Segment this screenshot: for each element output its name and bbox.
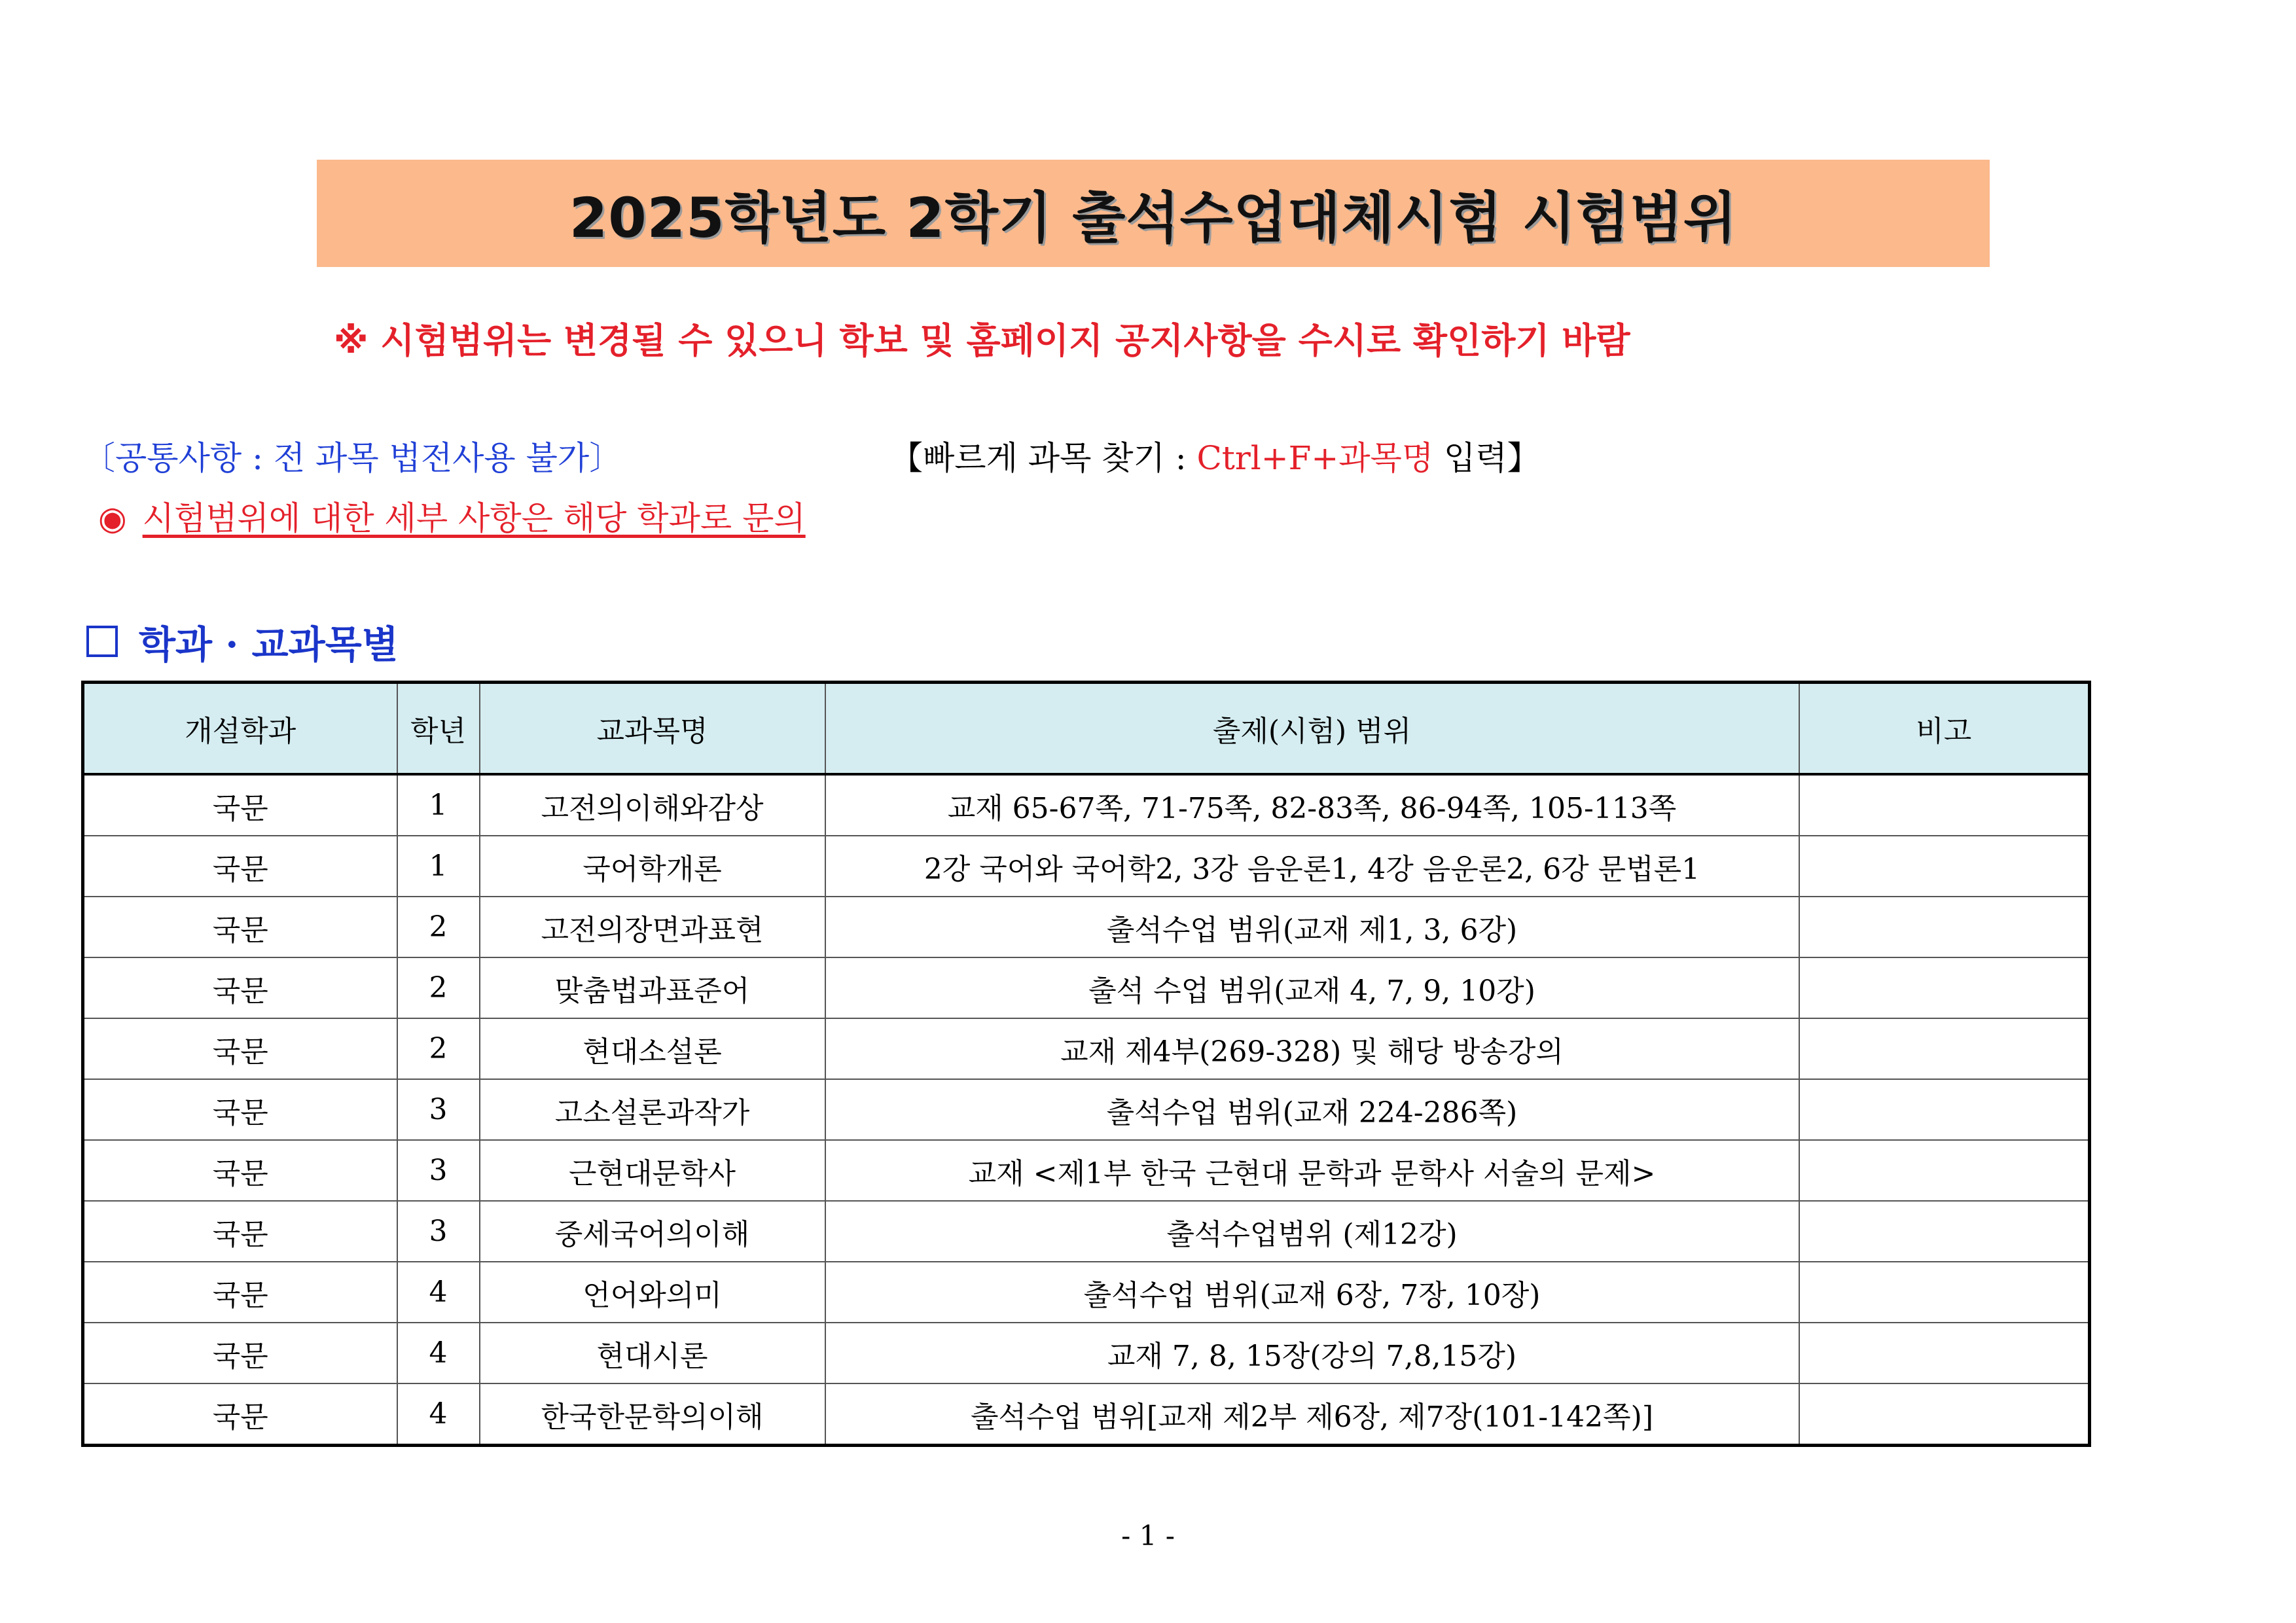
cell-range: 교재 제4부(269-328) 및 해당 방송강의 [825,1018,1799,1079]
cell-grade: 4 [397,1323,480,1383]
cell-department: 국문 [83,1262,397,1323]
table-row [83,897,2090,957]
checkbox-square-icon [86,626,118,657]
table-header-row [83,683,2090,775]
section-heading [86,614,399,669]
cell-course: 한국한문학의이해 [480,1383,825,1446]
cell-grade: 2 [397,897,480,957]
cell-remarks [1799,774,2090,836]
table-row [83,957,2090,1018]
page-title: 2025학년도 2학기 출석수업대체시험 시험범위 [569,185,1738,250]
cell-grade: 3 [397,1140,480,1201]
cell-range: 출석수업 범위(교재 224-286쪽) [825,1079,1799,1140]
cell-remarks [1799,957,2090,1018]
cell-grade: 4 [397,1383,480,1446]
cell-remarks [1799,1140,2090,1201]
cell-range: 2강 국어와 국어학2, 3강 음운론1, 4강 음운론2, 6강 문법론1 [825,836,1799,897]
table-row [83,1262,2090,1323]
cell-remarks [1799,1383,2090,1446]
title-banner [317,160,1990,267]
common-note: 〔공통사항 : 전 과목 법전사용 불가〕 [82,439,622,477]
cell-range: 교재 <제1부 한국 근현대 문학과 문학사 서술의 문제> [825,1140,1799,1201]
bullet-icon: ◉ [98,499,127,537]
quick-find-note [890,432,1540,479]
cell-remarks [1799,836,2090,897]
cell-course: 언어와의미 [480,1262,825,1323]
cell-range: 출석수업 범위(교재 6장, 7장, 10장) [825,1262,1799,1323]
cell-remarks [1799,1262,2090,1323]
cell-grade: 1 [397,836,480,897]
table-row [83,774,2090,836]
cell-remarks [1799,897,2090,957]
cell-department: 국문 [83,1018,397,1079]
cell-range: 교재 7, 8, 15장(강의 7,8,15강) [825,1323,1799,1383]
cell-range: 출석수업범위 (제12강) [825,1201,1799,1262]
table-row [83,1140,2090,1201]
cell-department: 국문 [83,774,397,836]
header-department: 개설학과 [83,683,397,775]
cell-department: 국문 [83,1079,397,1140]
table-row [83,1018,2090,1079]
quick-find-close: 입력】 [1433,439,1540,477]
cell-range: 출석수업 범위(교재 제1, 3, 6강) [825,897,1799,957]
cell-course: 맞춤법과표준어 [480,957,825,1018]
cell-department: 국문 [83,957,397,1018]
cell-department: 국문 [83,1140,397,1201]
cell-department: 국문 [83,836,397,897]
header-grade: 학년 [397,683,480,775]
quick-find-open: 【빠르게 과목 찾기 : [890,439,1197,477]
header-range: 출제(시험) 범위 [825,683,1799,775]
cell-grade: 3 [397,1201,480,1262]
table-row [83,1383,2090,1446]
cell-grade: 2 [397,1018,480,1079]
cell-course: 현대소설론 [480,1018,825,1079]
detail-note-text: 시험범위에 대한 세부 사항은 해당 학과로 문의 [142,499,806,537]
cell-course: 중세국어의이해 [480,1201,825,1262]
cell-course: 고전의이해와감상 [480,774,825,836]
table-row [83,1323,2090,1383]
header-remarks: 비고 [1799,683,2090,775]
quick-find-keys: Ctrl+F+과목명 [1196,439,1434,477]
cell-department: 국문 [83,1383,397,1446]
header-course: 교과목명 [480,683,825,775]
detail-note [98,492,806,539]
cell-course: 근현대문학사 [480,1140,825,1201]
cell-department: 국문 [83,1201,397,1262]
cell-remarks [1799,1323,2090,1383]
table-row [83,1201,2090,1262]
cell-course: 국어학개론 [480,836,825,897]
cell-range: 출석 수업 범위(교재 4, 7, 9, 10강) [825,957,1799,1018]
section-title: 학과 · 교과목별 [139,622,399,667]
cell-range: 출석수업 범위[교재 제2부 제6장, 제7장(101-142쪽)] [825,1383,1799,1446]
exam-range-table [81,681,2091,1447]
notice-text: ※ 시험범위는 변경될 수 있으니 학보 및 홈페이지 공지사항을 수시로 확인하기 바람 [334,320,1630,361]
cell-course: 현대시론 [480,1323,825,1383]
cell-department: 국문 [83,897,397,957]
cell-remarks [1799,1201,2090,1262]
cell-grade: 1 [397,774,480,836]
cell-grade: 3 [397,1079,480,1140]
cell-grade: 4 [397,1262,480,1323]
cell-course: 고소설론과작가 [480,1079,825,1140]
cell-course: 고전의장면과표현 [480,897,825,957]
table-row [83,1079,2090,1140]
cell-remarks [1799,1079,2090,1140]
cell-grade: 2 [397,957,480,1018]
cell-range: 교재 65-67쪽, 71-75쪽, 82-83쪽, 86-94쪽, 105-113쪽 [825,774,1799,836]
table-row [83,836,2090,897]
cell-remarks [1799,1018,2090,1079]
cell-department: 국문 [83,1323,397,1383]
page-number: - 1 - [1121,1520,1175,1552]
